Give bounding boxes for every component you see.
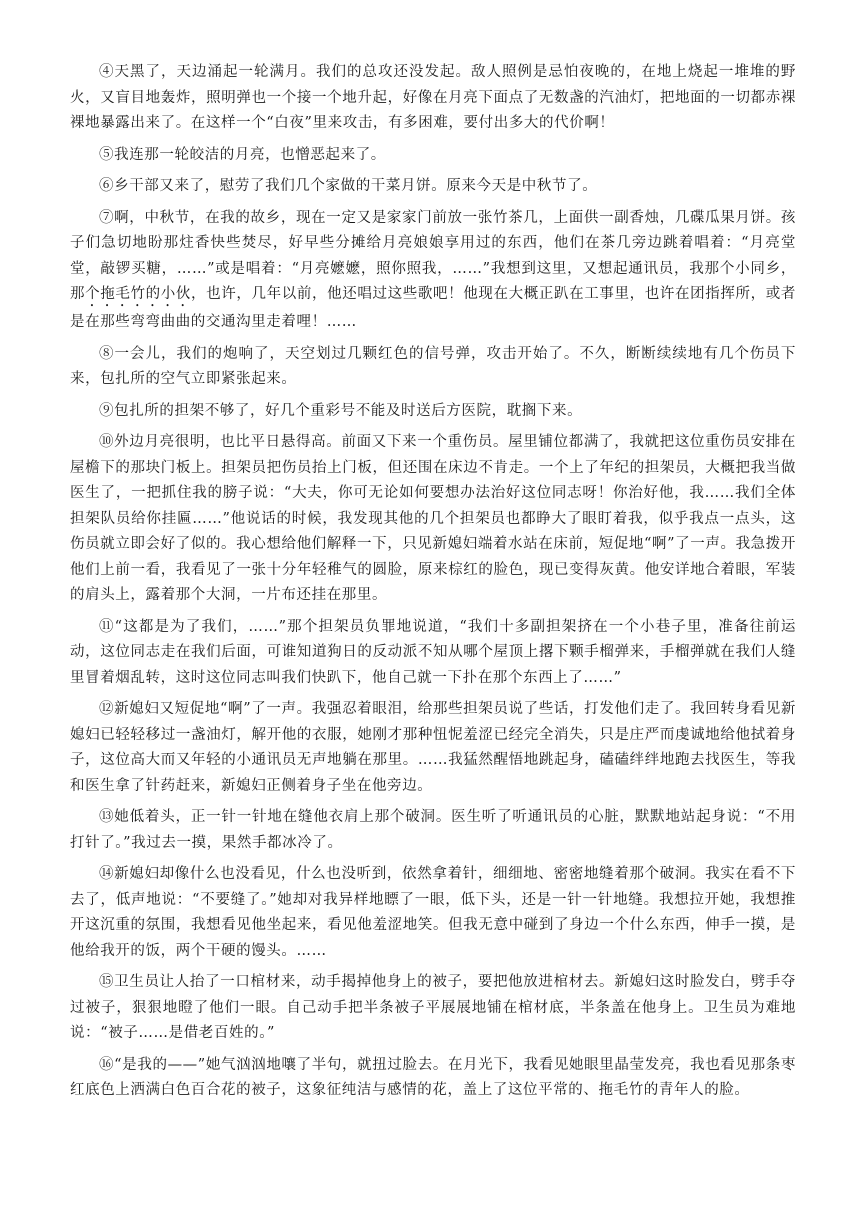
- paragraph-11: ⑪“这都是为了我们，……”那个担架员负罪地说道，“我们十多副担架挤在一个小巷子里，准备往前运动，这位同志走在我们后面，可谁知道狗日的反动派不知从哪个屋顶上撂下颗手榴弹来，手榴弹就在我们人缝里冒着烟乱转，这时这位同志叫我们快趴下，他自己就一下扑在那个东西上了……”: [70, 618, 796, 686]
- emphasized-phrase: 个拖毛竹的小伙: [85, 286, 192, 302]
- paragraph-13: ⑬她低着头，正一针一针地在缝他衣肩上那个破洞。医生听了听通讯员的心脏，默默地站起身说：“不用打针了。”我过去一摸，果然手都冰冷了。: [70, 809, 796, 851]
- paragraph-5: ⑤我连那一轮皎洁的月亮，也憎恶起来了。: [99, 146, 386, 163]
- paragraph-7-text-before: ⑦啊，中秋节，在我的故乡，现在一定又是家家门前放一张竹茶几，上面供一副香烛，几碟瓜果月饼。孩子们急切地盼那炷香快些焚尽，好早些分摊给月亮娘娘享用过的东西，他们在茶几旁边跳着唱着：“月亮堂堂，敲锣买糖，……”或是唱着：“月亮嬷嬷，照你照我，……”我想到这里，又想起通讯员，我那个小同乡，那: [70, 209, 796, 302]
- paragraph-16: ⑯“是我的——”她气汹汹地嚷了半句，就扭过脸去。在月光下，我看见她眼里晶莹发亮，我也看见那条枣红底色上洒满白色百合花的被子，这象征纯洁与感情的花，盖上了这位平常的、拖毛竹的青年人的脸。: [70, 1056, 796, 1098]
- paragraph-4: ④天黑了，天边涌起一轮满月。我们的总攻还没发起。敌人照例是忌怕夜晚的，在地上烧起一堆堆的野火，又盲目地轰炸，照明弹也一个接一个地升起，好像在月亮下面点了无数盏的汽油灯，把地面的一切都赤裸裸地暴露出来了。在这样一个“白夜”里来攻击，有多困难，要付出多大的代价啊！: [70, 64, 796, 131]
- paragraph-9: ⑨包扎所的担架不够了，好几个重彩号不能及时送后方医院，耽搁下来。: [99, 402, 583, 419]
- paragraph-6: ⑥乡干部又来了，慰劳了我们几个家做的干菜月饼。原来今天是中秋节了。: [99, 178, 598, 194]
- paragraph-8: ⑧一会儿，我们的炮响了，天空划过几颗红色的信号弹，攻击开始了。不久，断断续续地有几个伤员下来，包扎所的空气立即紧张起来。: [70, 345, 796, 387]
- paragraph-10: ⑩外边月亮很明，也比平日悬得高。前面又下来一个重伤员。屋里铺位都满了，我就把这位重伤员安排在屋檐下的那块门板上。担架员把伤员抬上门板，但还围在床边不肯走。一个上了年纪的担架员，大概把我当做医生了，一把抓住我的膀子说：“大夫，你可无论如何要想办法治好这位同志呀！你治好他，我……我们全体担架队员给你挂匾……”他说话的时候，我发现其他的几个担架员也都睁大了眼盯着我，似乎我点一点头，这伤员就立即会好了似的。我心想给他们解释一下，只见新媳妇端着水站在床前，短促地“啊”了一声。我急拨开他们上前一看，我看见了一张十分年轻稚气的圆脸，原来棕红的脸色，现已变得灰黄。他安详地合着眼，军装的肩头上，露着那个大洞，一片布还挂在那里。: [70, 434, 796, 603]
- article-body: [70, 60, 796, 1110]
- paragraph-7-text-after: ，也许，几年以前，他还唱过这些歌吧！他现在大概正趴在工事里，也许在团指挥所，或者是在那些弯弯曲曲的交通沟里走着哩！……: [70, 286, 797, 330]
- paragraph-14: ⑭新媳妇却像什么也没看见，什么也没听到，依然拿着针，细细地、密密地缝着那个破洞。我实在看不下去了，低声地说：“不要缝了。”她却对我异样地瞟了一眼，低下头，还是一针一针地缝。我想拉开她，我想推开这沉重的氛围，我想看见他坐起来，看见他羞涩地笑。但我无意中碰到了身边一个什么东西，伸手一摸，是他给我开的饭，两个干硬的馒头。……: [70, 866, 796, 959]
- paragraph-15: ⑮卫生员让人抬了一口棺材来，动手揭掉他身上的被子，要把他放进棺材去。新媳妇这时脸发白，劈手夺过被子，狠狠地瞪了他们一眼。自己动手把半条被子平展展地铺在棺材底，半条盖在他身上。卫生员为难地说：“被子……是借老百姓的。”: [70, 974, 796, 1041]
- paragraph-7: [70, 206, 796, 336]
- paragraph-12: ⑫新媳妇又短促地“啊”了一声。我强忍着眼泪，给那些担架员说了些话，打发他们走了。我回转身看见新媳妇已轻轻移过一盏油灯，解开他的衣服，她刚才那种忸怩羞涩已经完全消失，只是庄严而虔诚地给他拭着身子，这位高大而又年轻的小通讯员无声地躺在那里。……我猛然醒悟地跳起身，磕磕绊绊地跑去找医生，等我和医生拿了针药赶来，新媳妇正侧着身子坐在他旁边。: [70, 701, 796, 794]
